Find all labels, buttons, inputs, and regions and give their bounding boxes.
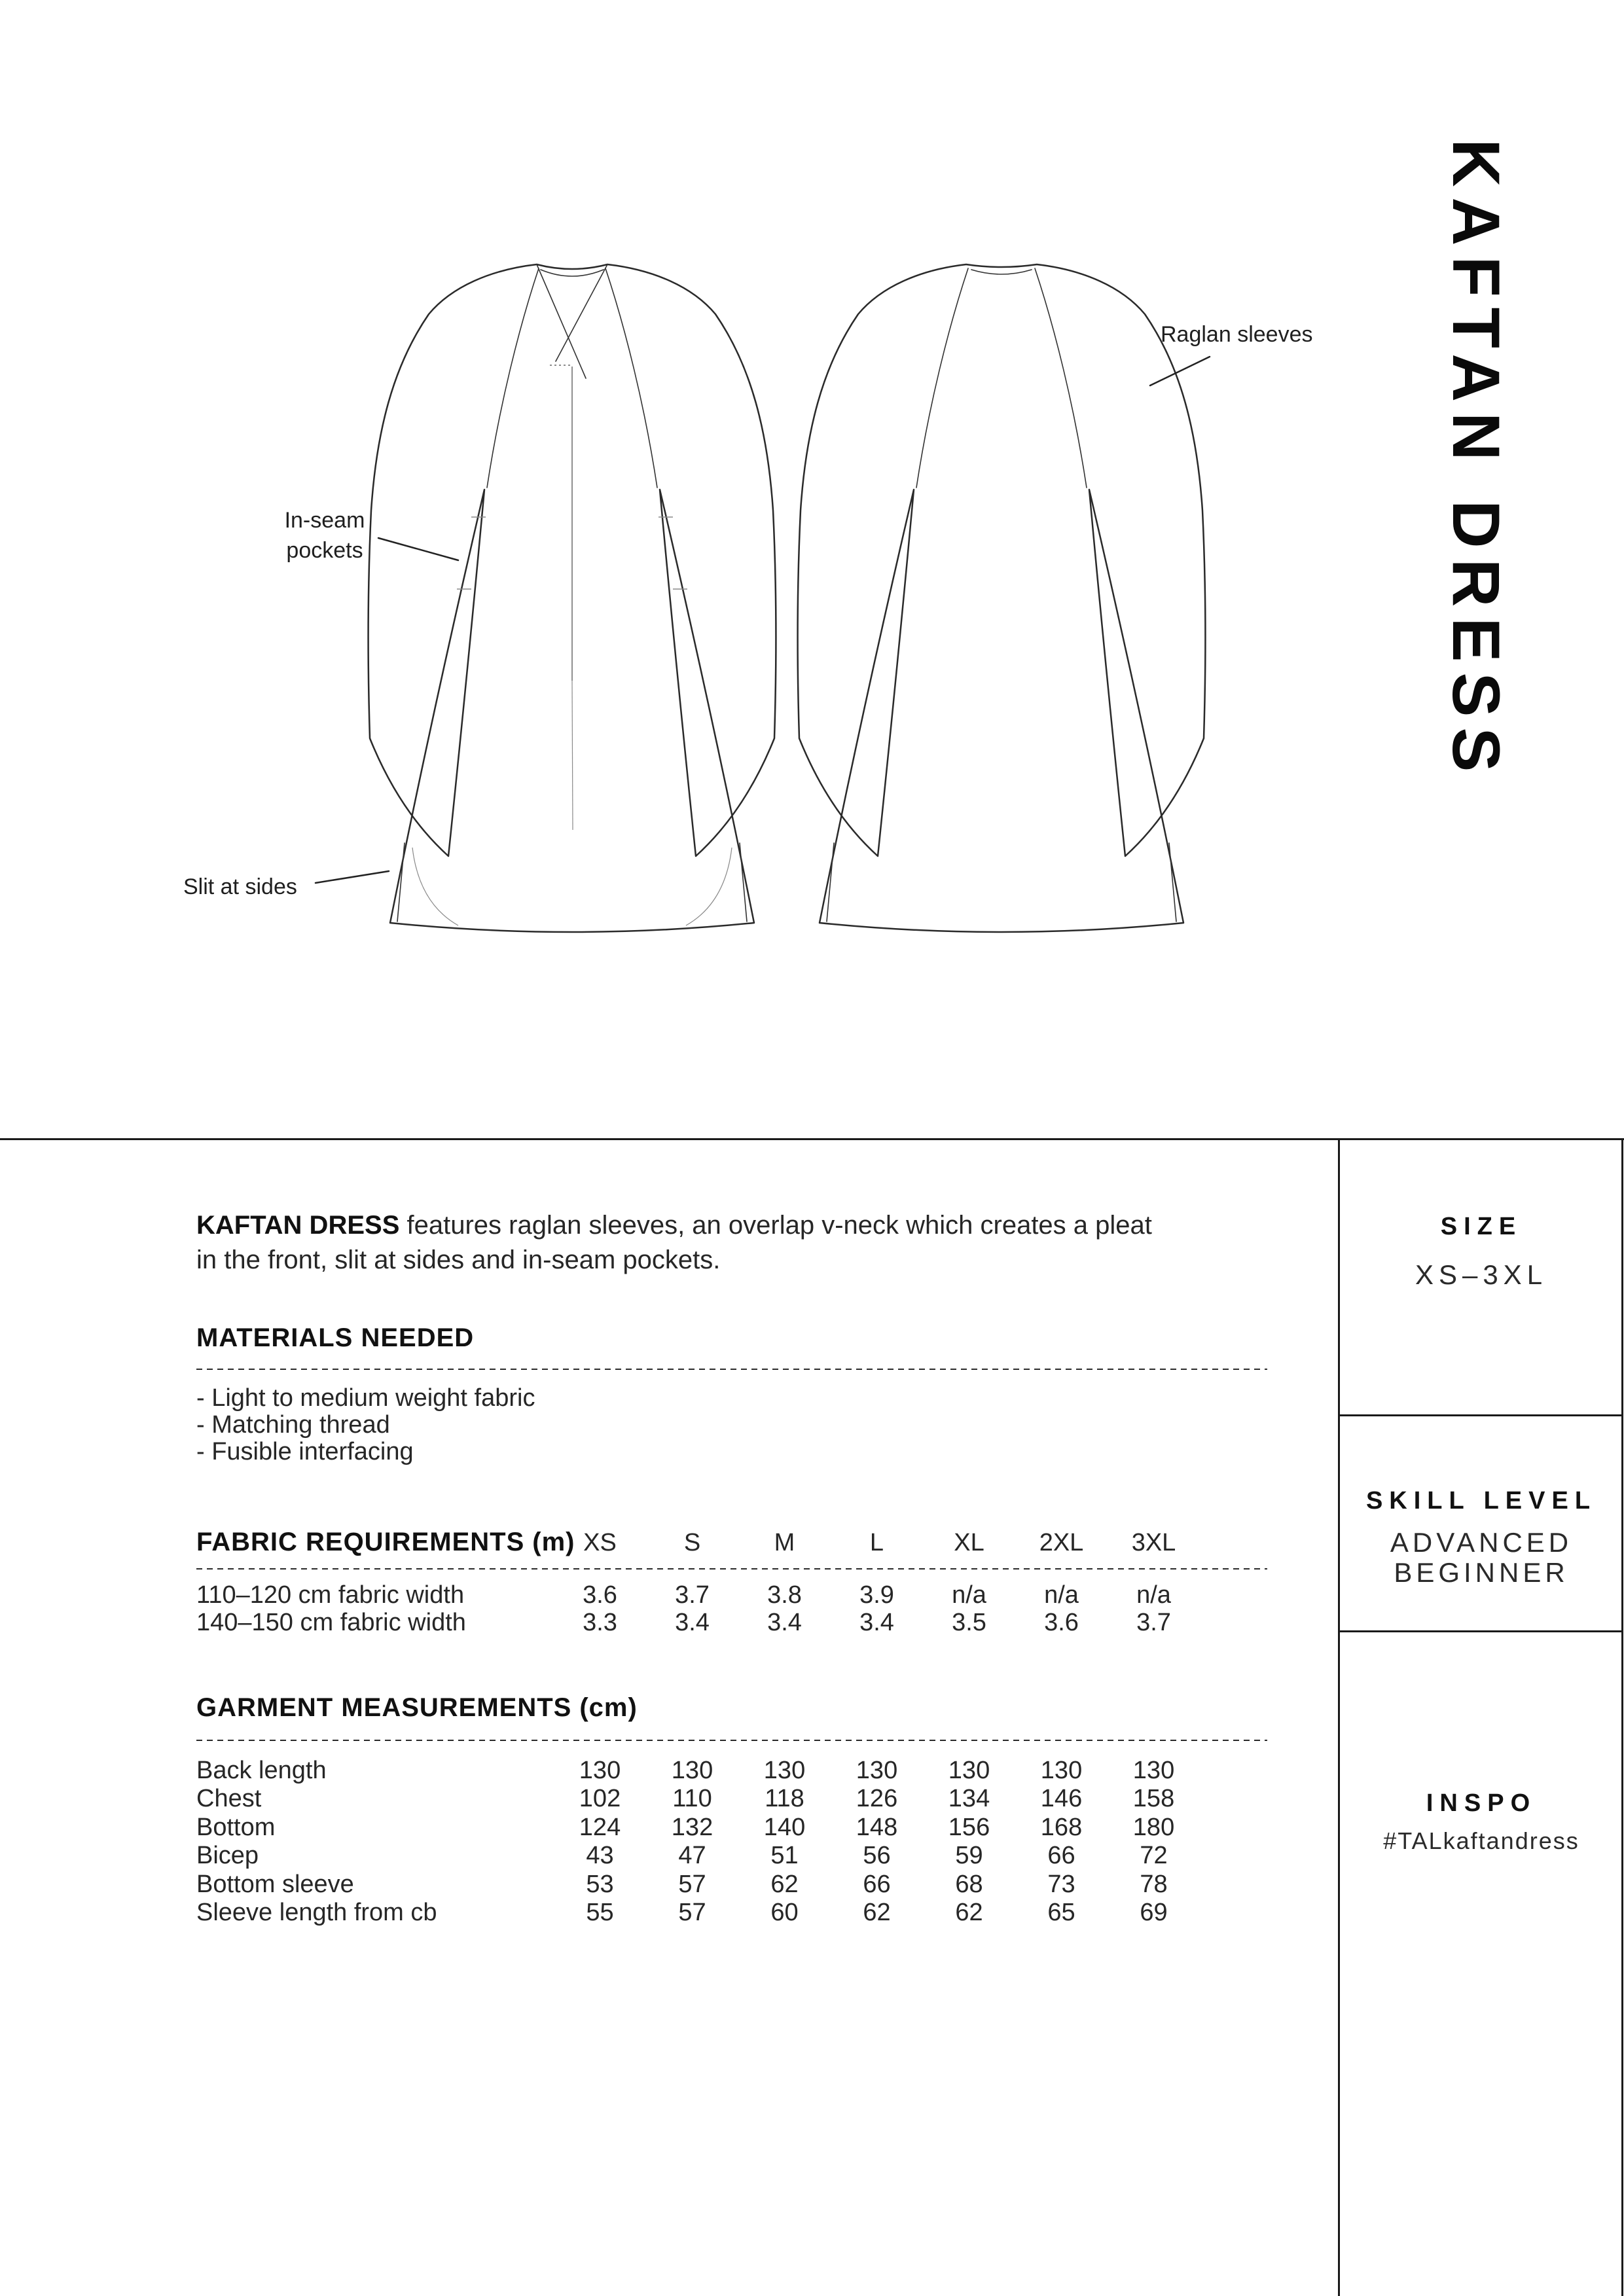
sidebar-inspo-value: #TALkaftandress bbox=[1383, 1827, 1579, 1854]
garment-value: 62 bbox=[770, 1871, 799, 1898]
fabric-divider bbox=[196, 1568, 1267, 1570]
fabric-value: 3.7 bbox=[675, 1581, 710, 1609]
garment-row bbox=[196, 1757, 1267, 1785]
garment-unit: (cm) bbox=[579, 1693, 638, 1722]
sidebar-size-value: XS–3XL bbox=[1415, 1259, 1548, 1290]
size-col-header: 2XL bbox=[1039, 1529, 1084, 1556]
sidebar-skill-heading: SKILL LEVEL bbox=[1365, 1487, 1597, 1515]
garment-value: 78 bbox=[1140, 1871, 1168, 1898]
garment-value: 43 bbox=[586, 1842, 614, 1869]
annotation-inseam-line1: In-seam bbox=[284, 508, 365, 533]
materials-heading: MATERIALS NEEDED bbox=[196, 1323, 475, 1352]
fabric-value: 3.6 bbox=[1044, 1609, 1079, 1636]
garment-value: 56 bbox=[863, 1842, 891, 1869]
sidebar-divider-1 bbox=[1340, 1414, 1621, 1416]
sidebar-skill-value bbox=[1341, 1528, 1622, 1588]
fabric-value: n/a bbox=[952, 1581, 986, 1609]
garment-row bbox=[196, 1814, 1267, 1842]
garment-value: 110 bbox=[672, 1785, 712, 1812]
back-dress-outline bbox=[798, 264, 1206, 932]
fabric-value: 3.9 bbox=[859, 1581, 894, 1609]
garment-row-label: Bicep bbox=[196, 1842, 259, 1869]
description-lead: KAFTAN DRESS bbox=[196, 1211, 400, 1240]
garment-row bbox=[196, 1899, 1267, 1927]
garment-value: 57 bbox=[678, 1871, 706, 1898]
annotation-inseam-line2: pockets bbox=[286, 538, 363, 563]
garment-row bbox=[196, 1842, 1267, 1870]
description-paragraph bbox=[196, 1208, 1178, 1278]
materials-item: - Fusible interfacing bbox=[196, 1438, 414, 1465]
garment-value: 62 bbox=[863, 1899, 891, 1926]
garment-value: 130 bbox=[763, 1757, 806, 1784]
garment-value: 73 bbox=[1047, 1871, 1075, 1898]
fabric-row bbox=[196, 1581, 1267, 1609]
garment-row bbox=[196, 1871, 1267, 1899]
garment-value: 60 bbox=[770, 1899, 799, 1926]
annotation-slit-at-sides: Slit at sides bbox=[183, 874, 297, 899]
size-col-header: S bbox=[683, 1529, 701, 1556]
garment-divider bbox=[196, 1740, 1267, 1741]
garment-value: 68 bbox=[955, 1871, 983, 1898]
fabric-heading: FABRIC REQUIREMENTS (m) bbox=[196, 1528, 575, 1556]
materials-item: - Matching thread bbox=[196, 1411, 390, 1439]
garment-value: 148 bbox=[856, 1814, 898, 1841]
garment-value: 69 bbox=[1140, 1899, 1168, 1926]
fabric-value: n/a bbox=[1044, 1581, 1079, 1609]
garment-value: 146 bbox=[1040, 1785, 1083, 1812]
garment-value: 51 bbox=[770, 1842, 799, 1869]
fabric-value: 3.7 bbox=[1136, 1609, 1171, 1636]
garment-value: 130 bbox=[671, 1757, 713, 1784]
garment-row-label: Bottom sleeve bbox=[196, 1871, 354, 1898]
annotation-raglan-sleeves: Raglan sleeves bbox=[1161, 322, 1313, 347]
annotation-inseam-pockets bbox=[272, 505, 377, 565]
garment-value: 118 bbox=[765, 1785, 804, 1812]
sidebar-skill-line2: BEGINNER bbox=[1394, 1557, 1569, 1588]
garment-value: 62 bbox=[955, 1899, 983, 1926]
garment-value: 59 bbox=[955, 1842, 983, 1869]
garment-value: 132 bbox=[671, 1814, 713, 1841]
garment-row-label: Sleeve length from cb bbox=[196, 1899, 437, 1926]
size-col-header: L bbox=[869, 1529, 884, 1556]
garment-value: 124 bbox=[579, 1814, 621, 1841]
garment-value: 55 bbox=[586, 1899, 614, 1926]
technical-drawing bbox=[0, 0, 1624, 1139]
garment-value: 140 bbox=[763, 1814, 806, 1841]
garment-heading: GARMENT MEASUREMENTS (cm) bbox=[196, 1693, 638, 1722]
garment-row-label: Bottom bbox=[196, 1814, 276, 1841]
garment-value: 168 bbox=[1040, 1814, 1083, 1841]
fabric-row-label: 110–120 cm fabric width bbox=[196, 1581, 465, 1609]
fabric-value: 3.4 bbox=[859, 1609, 894, 1636]
fabric-value: 3.5 bbox=[952, 1609, 986, 1636]
garment-value: 66 bbox=[1047, 1842, 1075, 1869]
size-col-header: M bbox=[774, 1529, 795, 1556]
garment-value: 53 bbox=[586, 1871, 614, 1898]
garment-value: 57 bbox=[678, 1899, 706, 1926]
materials-divider bbox=[196, 1369, 1267, 1370]
fabric-value: n/a bbox=[1136, 1581, 1171, 1609]
sidebar-divider-2 bbox=[1340, 1630, 1621, 1632]
fabric-value: 3.6 bbox=[583, 1581, 617, 1609]
materials-list bbox=[196, 1385, 535, 1465]
sidebar-left-border bbox=[1338, 1138, 1340, 2296]
garment-row-label: Back length bbox=[196, 1757, 327, 1784]
description-text: features raglan sleeves, an overlap v-neck which creates a pleat in the front, slit at sides and in-seam pockets. bbox=[196, 1211, 1152, 1274]
garment-value: 126 bbox=[856, 1785, 898, 1812]
sidebar-skill-line1: ADVANCED bbox=[1390, 1527, 1573, 1558]
garment-value: 130 bbox=[1040, 1757, 1083, 1784]
main-horizontal-rule bbox=[0, 1138, 1624, 1140]
fabric-value: 3.3 bbox=[583, 1609, 617, 1636]
garment-value: 180 bbox=[1132, 1814, 1175, 1841]
garment-value: 72 bbox=[1140, 1842, 1168, 1869]
garment-value: 156 bbox=[948, 1814, 990, 1841]
garment-value: 65 bbox=[1047, 1899, 1075, 1926]
garment-value: 130 bbox=[948, 1757, 990, 1784]
fabric-unit: (m) bbox=[532, 1528, 575, 1556]
sidebar-size-heading: SIZE bbox=[1440, 1213, 1523, 1240]
garment-row-label: Chest bbox=[196, 1785, 262, 1812]
fabric-value: 3.4 bbox=[675, 1609, 710, 1636]
sidebar-inspo-heading: INSPO bbox=[1426, 1789, 1537, 1817]
garment-value: 158 bbox=[1132, 1785, 1175, 1812]
size-col-header: 3XL bbox=[1131, 1529, 1176, 1556]
fabric-header-row bbox=[196, 1528, 1267, 1557]
garment-value: 130 bbox=[1132, 1757, 1175, 1784]
garment-value: 102 bbox=[579, 1785, 621, 1812]
garment-value: 134 bbox=[948, 1785, 990, 1812]
fabric-row-label: 140–150 cm fabric width bbox=[196, 1609, 466, 1636]
garment-value: 130 bbox=[856, 1757, 898, 1784]
garment-row bbox=[196, 1785, 1267, 1813]
fabric-value: 3.8 bbox=[767, 1581, 802, 1609]
materials-item: - Light to medium weight fabric bbox=[196, 1384, 535, 1412]
page-right-border bbox=[1621, 1138, 1623, 2296]
page-title-vertical: KAFTAN DRESS bbox=[1439, 139, 1513, 783]
garment-value: 130 bbox=[579, 1757, 621, 1784]
size-col-header: XL bbox=[954, 1529, 984, 1556]
garment-header-row bbox=[196, 1693, 1267, 1723]
size-col-header: XS bbox=[583, 1529, 617, 1556]
fabric-value: 3.4 bbox=[767, 1609, 802, 1636]
garment-value: 47 bbox=[678, 1842, 706, 1869]
fabric-row bbox=[196, 1609, 1267, 1637]
slit-leader-line bbox=[316, 871, 389, 883]
garment-value: 66 bbox=[863, 1871, 891, 1898]
